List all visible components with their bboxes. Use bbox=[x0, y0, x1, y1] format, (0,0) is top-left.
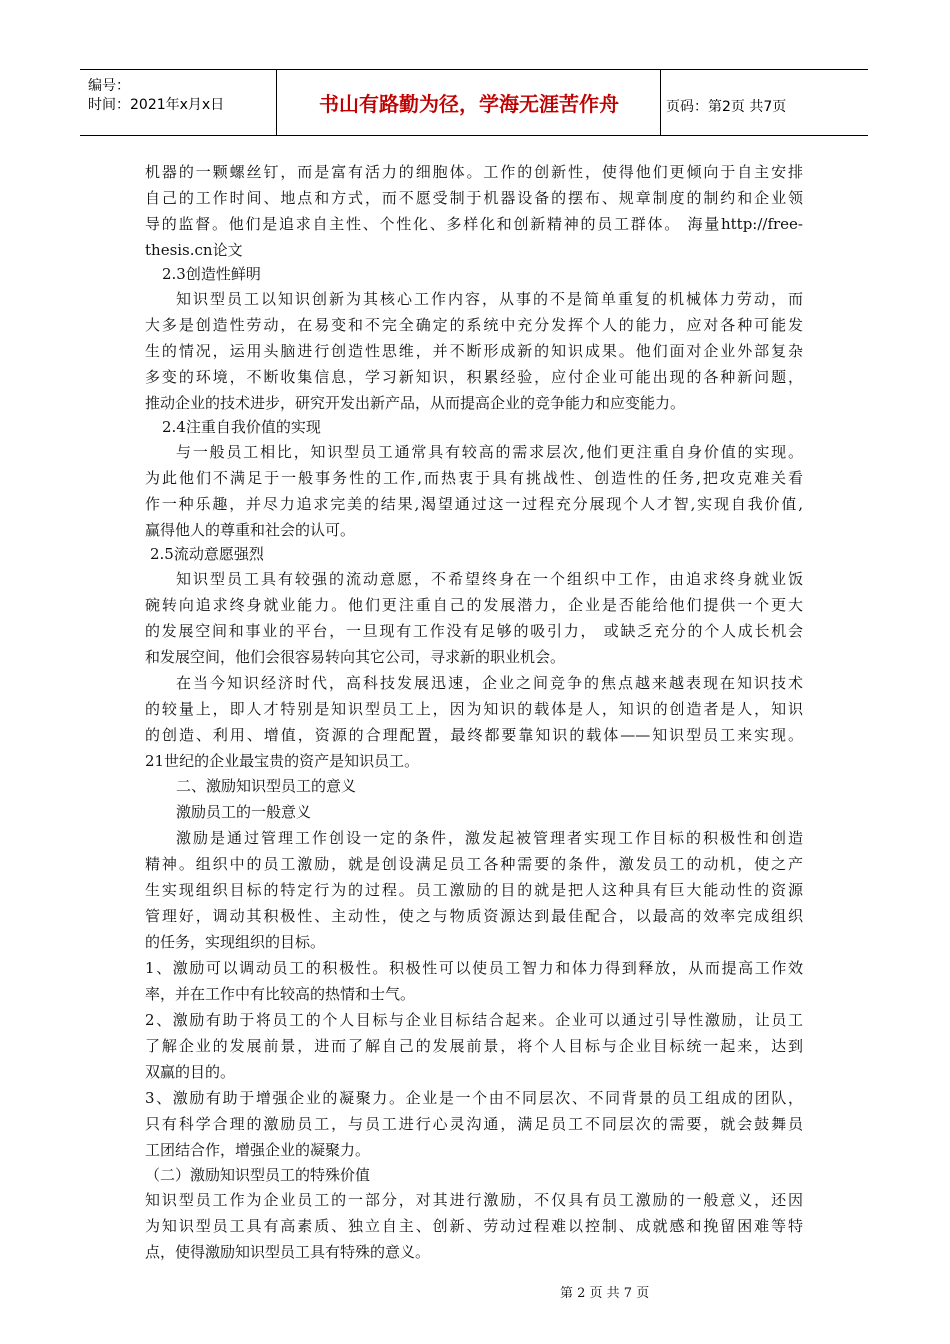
page-indicator: 页码：第2页 共7页 bbox=[666, 99, 787, 115]
subsection-heading-special-value: （二）激励知识型员工的特殊价值 bbox=[145, 1166, 371, 1184]
body-line: 和发展空间，他们会很容易转向其它公司，寻求新的职业机会。 bbox=[145, 648, 566, 666]
header-divider-left bbox=[276, 69, 277, 136]
body-line: 的任务，实现组织的目标。 bbox=[145, 933, 326, 951]
body-line: 碗转向追求终身就业能力。他们更注重自己的发展潜力，企业是否能给他们提供一个更大 bbox=[145, 596, 803, 614]
header-divider-right bbox=[660, 69, 661, 136]
body-line: 多变的环境，不断收集信息，学习新知识，积累经验，应付企业可能出现的各种新问题， bbox=[145, 368, 803, 386]
section-heading-2-3: 2.3创造性鲜明 bbox=[162, 265, 261, 283]
body-line: 管理好，调动其积极性、主动性，使之与物质资源达到最佳配合，以最高的效率完成组织 bbox=[145, 907, 803, 925]
header-motto: 书山有路勤为径，学海无涯苦作舟 bbox=[319, 92, 619, 116]
body-line: 与一般员工相比，知识型员工通常具有较高的需求层次,他们更注重自身价值的实现。 bbox=[176, 443, 803, 461]
list-item-3: 3、激励有助于增强企业的凝聚力。企业是一个由不同层次、不同背景的员工组成的团队， bbox=[145, 1089, 803, 1107]
body-line: 的发展空间和事业的平台，一旦现有工作没有足够的吸引力， 或缺乏充分的个人成长机会 bbox=[145, 622, 803, 640]
body-line: 率，并在工作中有比较高的热情和士气。 bbox=[145, 985, 416, 1003]
body-line: 激励是通过管理工作创设一定的条件，激发起被管理者实现工作目标的积极性和创造 bbox=[176, 829, 803, 847]
body-line: 只有科学合理的激励员工，与员工进行心灵沟通，满足员工不同层次的需要，就会鼓舞员 bbox=[145, 1115, 803, 1133]
body-line: 赢得他人的尊重和社会的认可。 bbox=[145, 521, 356, 539]
body-line: 自己的工作时间、地点和方式，而不愿受制于机器设备的摆布、规章制度的制约和企业领 bbox=[145, 189, 803, 207]
header-bottom-rule bbox=[80, 135, 868, 136]
body-line: 作一种乐趣，并尽力追求完美的结果,渴望通过这一过程充分展现个人才智,实现自我价值, bbox=[145, 495, 803, 513]
body-line: 知识型员工以知识创新为其核心工作内容，从事的不是简单重复的机械体力劳动，而 bbox=[176, 290, 803, 308]
body-line: 生实现组织目标的特定行为的过程。员工激励的目的就是把人这种具有巨大能动性的资源 bbox=[145, 881, 803, 899]
body-line: 21世纪的企业最宝贵的资产是知识员工。 bbox=[145, 752, 420, 770]
body-line: 为此他们不满足于一般事务性的工作,而热衷于具有挑战性、创造性的任务,把攻克难关看 bbox=[145, 469, 803, 487]
section-heading-2-5: 2.5流动意愿强烈 bbox=[150, 545, 264, 563]
body-line: 知识型员工作为企业员工的一部分，对其进行激励，不仅具有员工激励的一般意义，还因 bbox=[145, 1191, 803, 1209]
section-heading-2-4: 2.4注重自我价值的实现 bbox=[162, 418, 321, 436]
body-line: 知识型员工具有较强的流动意愿，不希望终身在一个组织中工作，由追求终身就业饭 bbox=[176, 570, 803, 588]
body-line: 的创造、利用、增值，资源的合理配置，最终都要靠知识的载体——知识型员工来实现。 bbox=[145, 726, 803, 744]
body-line: 工团结合作，增强企业的凝聚力。 bbox=[145, 1141, 371, 1159]
list-item-2: 2、激励有助于将员工的个人目标与企业目标结合起来。企业可以通过引导性激励，让员工 bbox=[145, 1011, 803, 1029]
document-number-label: 编号： bbox=[88, 78, 130, 94]
body-line: 生的情况，运用头脑进行创造性思维，并不断形成新的知识成果。他们面对企业外部复杂 bbox=[145, 342, 803, 360]
body-line: 机器的一颗螺丝钉，而是富有活力的细胞体。工作的创新性，使得他们更倾向于自主安排 bbox=[145, 163, 803, 181]
section-heading-2: 二、激励知识型员工的意义 bbox=[176, 777, 357, 795]
body-line: 点，使得激励知识型员工具有特殊的意义。 bbox=[145, 1243, 431, 1261]
body-line: 精神。组织中的员工激励，就是创设满足员工各种需要的条件，激发员工的动机，使之产 bbox=[145, 855, 803, 873]
body-line: 的较量上，即人才特别是知识型员工上，因为知识的载体是人，知识的创造者是人，知识 bbox=[145, 700, 803, 718]
body-line: 导的监督。他们是追求自主性、个性化、多样化和创新精神的员工群体。 海量http://free- bbox=[145, 215, 803, 233]
body-line: thesis.cn论文 bbox=[145, 241, 243, 259]
body-line: 为知识型员工具有高素质、独立自主、创新、劳动过程难以控制、成就感和挽留困难等特 bbox=[145, 1217, 803, 1235]
subsection-heading: 激励员工的一般意义 bbox=[176, 803, 312, 821]
body-line: 在当今知识经济时代，高科技发展迅速，企业之间竞争的焦点越来越表现在知识技术 bbox=[176, 674, 803, 692]
body-line: 推动企业的技术进步，研究开发出新产品，从而提高企业的竞争能力和应变能力。 bbox=[145, 394, 686, 412]
body-line: 双赢的目的。 bbox=[145, 1063, 236, 1081]
body-line: 大多是创造性劳动，在易变和不完全确定的系统中充分发挥个人的能力，应对各种可能发 bbox=[145, 316, 803, 334]
list-item-1: 1、激励可以调动员工的积极性。积极性可以使员工智力和体力得到释放，从而提高工作效 bbox=[145, 959, 803, 977]
document-date-label: 时间：2021年x月x日 bbox=[88, 97, 225, 113]
footer-page-number: 第 2 页 共 7 页 bbox=[560, 1286, 650, 1301]
header-top-rule bbox=[80, 69, 868, 70]
body-line: 了解企业的发展前景，进而了解自己的发展前景，将个人目标与企业目标统一起来，达到 bbox=[145, 1037, 803, 1055]
